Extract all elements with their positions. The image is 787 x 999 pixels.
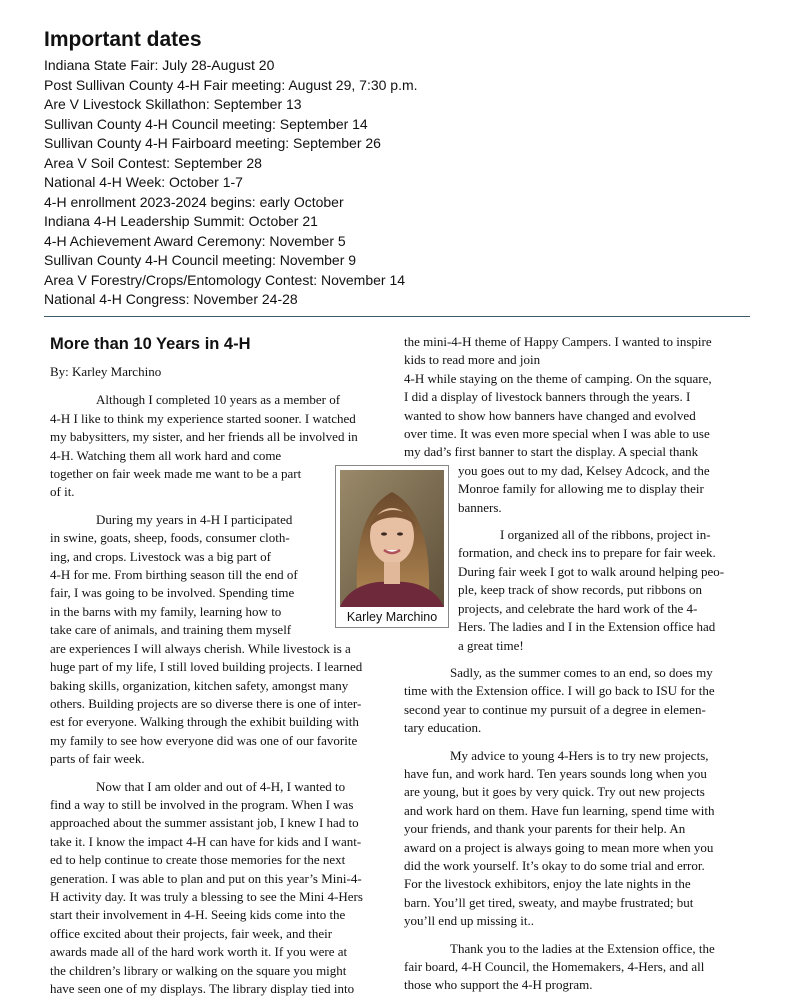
text-line: time with the Extension office. I will go back to ISU for the — [404, 683, 715, 699]
text-line: in the barns with my family, learning how to — [50, 603, 282, 619]
date-item: Indiana 4-H Leadership Summit: October 21 — [44, 213, 318, 229]
text-line: Now that I am older and out of 4-H, I wanted to — [96, 778, 346, 794]
text-line: those who support the 4-H program. — [404, 977, 593, 993]
text-line: office excited about their projects, fair week, and their — [50, 925, 333, 941]
date-item: Post Sullivan County 4-H Fair meeting: August 29, 7:30 p.m. — [44, 76, 418, 93]
text-line: huge part of my life, I still loved building projects. I learned — [50, 659, 363, 675]
text-line: over time. It was even more special when I was able to use — [404, 426, 710, 442]
text-line: approached about the summer assistant job, I knew I had to — [50, 815, 359, 831]
date-item: Area V Soil Contest: September 28 — [44, 154, 262, 171]
text-line: a great time! — [458, 637, 524, 653]
important-dates-list — [44, 56, 744, 310]
date-item: 4-H Achievement Award Ceremony: November 5 — [44, 232, 346, 249]
text-line: of it. — [50, 484, 75, 500]
text-line: tary education. — [404, 720, 482, 736]
text-line: find a way to still be involved in the program. When I was — [50, 796, 354, 812]
text-line: my dad’s first banner to start the display. A special thank — [404, 444, 699, 460]
text-line: have fun, and work hard. Ten years sounds long when you — [404, 765, 707, 781]
paragraph-5 — [404, 664, 749, 738]
text-line: 4-H I like to think my experience started sooner. I watched — [50, 410, 356, 426]
text-line: in swine, goats, sheep, foods, consumer cloth- — [50, 530, 290, 546]
text-line: have seen one of my displays. The library display tied into — [50, 981, 355, 996]
text-line: During my years in 4-H I participated — [96, 511, 293, 527]
text-line: 4-H while staying on the theme of camping. On the square, — [404, 370, 712, 386]
date-item: Sullivan County 4-H Council meeting: November 9 — [44, 252, 357, 268]
text-line: My advice to young 4-Hers is to try new projects, — [450, 747, 709, 763]
text-line: are young, but it goes by very quick. Try out new projects — [404, 784, 705, 800]
section-divider — [44, 316, 750, 317]
paragraph-7 — [404, 940, 749, 995]
text-line: ple, keep track of show records, put ribbons on — [458, 582, 703, 598]
text-line: are experiences I will always cherish. While livestock is a — [50, 640, 351, 656]
text-line: kids to read more and join — [404, 352, 541, 368]
text-line: wanted to show how banners have changed and evolved — [404, 407, 696, 423]
paragraph-3 — [50, 778, 390, 999]
paragraph-4 — [404, 526, 749, 655]
text-line: Sadly, as the summer comes to an end, so does my — [450, 664, 713, 680]
text-line: awards made all of the hard work worth it. If you were at — [50, 944, 348, 960]
article-left-column — [50, 333, 390, 998]
text-line: the children’s library or walking on the square you might — [50, 962, 347, 978]
text-line: second year to continue my pursuit of a degree in elemen- — [404, 701, 706, 717]
text-line: award on a project is always going to mean more when you — [404, 839, 714, 855]
text-line: my family to see how everyone did was one of our favorite — [50, 732, 358, 748]
author-photo-figure — [335, 465, 449, 628]
text-line: my babysitters, my sister, and her friends all be involved in — [50, 429, 358, 445]
text-line: fair, I was going to be involved. Spending time — [50, 585, 295, 601]
text-line: you goes out to my dad, Kelsey Adcock, and the — [458, 462, 710, 478]
author-photo — [340, 470, 444, 607]
paragraph-6 — [404, 747, 749, 931]
article-title: More than 10 Years in 4-H — [50, 335, 251, 353]
text-line: Hers. The ladies and I in the Extension office had — [458, 619, 716, 635]
photo-caption: Karley Marchino — [346, 610, 438, 624]
date-item: Sullivan County 4-H Council meeting: September 14 — [44, 115, 368, 132]
date-item: National 4-H Congress: November 24-28 — [44, 291, 298, 307]
important-dates-title: Important dates — [44, 28, 202, 51]
important-dates-section — [44, 28, 744, 310]
date-item: National 4-H Week: October 1-7 — [44, 174, 243, 190]
text-line: ed to help continue to create those memories for the next — [50, 852, 346, 868]
text-line: start their involvement in 4-H. Seeing kids come into the — [50, 907, 346, 923]
paragraph-3-continued — [404, 333, 749, 517]
text-line: barn. You’ll get tired, sweaty, and maybe frustrated; but — [404, 894, 694, 910]
text-line: fair board, 4-H Council, the Homemakers, 4-Hers, and all — [404, 959, 705, 974]
text-line: est for everyone. Walking through the exhibit building with — [50, 714, 359, 730]
text-line: projects, and celebrate the hard work of the 4- — [458, 600, 698, 616]
portrait-illustration — [340, 470, 444, 607]
text-line: 4-H. Watching them all work hard and come — [50, 447, 282, 463]
date-item: Indiana State Fair: July 28-August 20 — [44, 57, 275, 73]
date-item: Are V Livestock Skillathon: September 13 — [44, 96, 302, 112]
text-line: Monroe family for allowing me to display their — [458, 481, 704, 497]
text-line: I organized all of the ribbons, project in- — [500, 527, 711, 543]
text-line: banners. — [458, 499, 502, 515]
text-line: your friends, and thank your parents for their help. An — [404, 821, 686, 837]
text-line: others. Building projects are so diverse there is one of inter- — [50, 695, 362, 711]
text-line: the mini-4-H theme of Happy Campers. I wanted to inspire — [404, 334, 712, 349]
text-line: generation. I was able to plan and put on this year’s Mini-4- — [50, 870, 362, 886]
text-line: Although I completed 10 years as a member of — [96, 392, 341, 408]
text-line: 4-H for me. From birthing season till the end of — [50, 567, 298, 583]
text-line: During fair week I got to walk around helping peo- — [458, 563, 725, 579]
article-byline: By: Karley Marchino — [50, 364, 162, 379]
text-line: For the livestock exhibitors, enjoy the late nights in the — [404, 876, 691, 892]
text-line: parts of fair week. — [50, 751, 145, 767]
text-line: formation, and check ins to prepare for fair week. — [458, 545, 716, 561]
text-line: H activity day. It was truly a blessing to see the Mini 4-Hers — [50, 888, 363, 904]
text-line: take care of animals, and training them myself — [50, 622, 292, 638]
text-line: I did a display of livestock banners through the years. I — [404, 389, 691, 405]
article-right-column — [404, 333, 749, 995]
text-line: and work hard on them. Have fun learning, spend time with — [404, 802, 715, 818]
text-line: together on fair week made me want to be a part — [50, 466, 302, 482]
text-line: you’ll end up missing it.. — [404, 913, 534, 929]
text-line: did the work yourself. It’s okay to do some trial and error. — [404, 857, 705, 873]
date-item: Area V Forestry/Crops/Entomology Contest: November 14 — [44, 271, 406, 288]
text-line: ing, and crops. Livestock was a big part of — [50, 548, 271, 564]
text-line: take it. I know the impact 4-H can have for kids and I want- — [50, 833, 362, 849]
date-item: 4-H enrollment 2023-2024 begins: early October — [44, 193, 344, 210]
text-line: Thank you to the ladies at the Extension office, the — [450, 940, 715, 956]
date-item: Sullivan County 4-H Fairboard meeting: September 26 — [44, 135, 381, 151]
text-line: baking skills, organization, kitchen safety, amongst many — [50, 677, 349, 693]
